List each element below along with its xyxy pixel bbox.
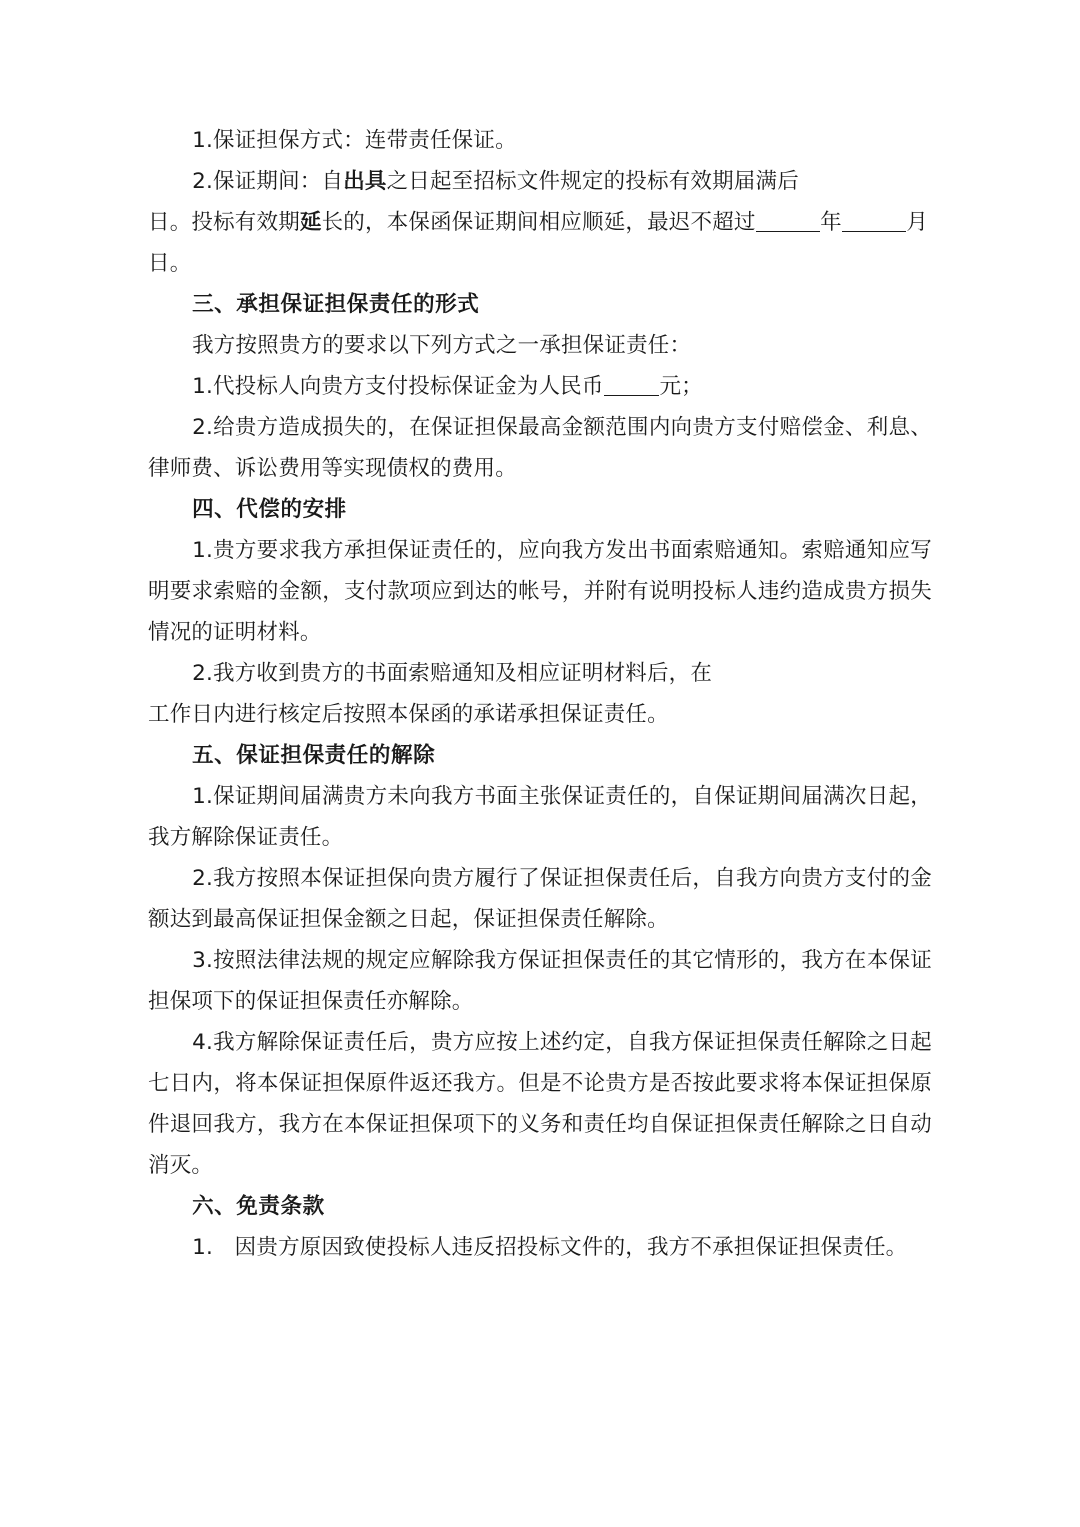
section-3-item-1-lead: 1.代投标人向贵方支付投标保证金为人民币 (192, 374, 604, 399)
clause-2-item-2-bold: 出具 (343, 169, 387, 194)
section-3-intro: 我方按照贵方的要求以下列方式之一承担保证责任： (192, 333, 692, 358)
section-5-item-3: 3.按照法律法规的规定应解除我方保证担保责任的其它情形的，我方在本保证担保项下的保证担保责任亦解除。 (148, 948, 932, 1014)
section-heading-3: 三、承担保证担保责任的形式 (192, 292, 480, 317)
section-3-item-2: 2.给贵方造成损失的，在保证担保最高金额范围内向贵方支付赔偿金、利息、律师费、诉讼费用等实现债权的费用。 (148, 415, 932, 481)
section-4-item-2-line1 (148, 653, 932, 694)
clause-2-item-1: 1.保证担保方式：连带责任保证。 (192, 128, 517, 153)
clause-2-line2-tail: 长的，本保函保证期间相应顺延，最迟不超过 (321, 210, 756, 235)
clause-2-line2-bold: 延 (299, 210, 322, 235)
document-body (148, 120, 932, 1268)
blank-month-field[interactable] (842, 231, 907, 232)
section-5-item-4: 4.我方解除保证责任后，贵方应按上述约定，自我方保证担保责任解除之日起七日内，将本保证担保原件返还我方。但是不论贵方是否按此要求将本保证担保原件退回我方，我方在本保证担保项下的义务和责任均自保证担保责任解除之日自动消灭。 (148, 1030, 932, 1178)
section-heading-6: 六、免责条款 (192, 1194, 325, 1219)
clause-2-item-2-tail: 之日起至招标文件规定的投标有效期届满后 (386, 169, 799, 194)
section-5-item-2: 2.我方按照本保证担保向贵方履行了保证担保责任后，自我方向贵方支付的金额达到最高保证担保金额之日起，保证担保责任解除。 (148, 866, 932, 932)
section-3-item-1-tail: 元； (659, 374, 703, 399)
blank-year-field[interactable] (756, 231, 821, 232)
section-heading-4: 四、代偿的安排 (192, 497, 347, 522)
section-4-item-1: 1.贵方要求我方承担保证责任的，应向我方发出书面索赔通知。索赔通知应写明要求索赔的金额，支付款项应到达的帐号，并附有说明投标人违约造成贵方损失情况的证明材料。 (148, 538, 932, 645)
clause-2-item-2-line3: 日。 (148, 251, 192, 276)
clause-2-item-2 (148, 161, 932, 202)
section-4-item-2-lead: 2.我方收到贵方的书面索赔通知及相应证明材料后，在 (192, 661, 713, 686)
year-label: 年 (820, 210, 842, 235)
clause-2-line2-lead: 日。投标有效期 (148, 210, 300, 235)
section-5-item-1: 1.保证期间届满贵方未向我方书面主张保证责任的，自保证期间届满次日起，我方解除保证责任。 (148, 784, 932, 850)
month-label: 月 (906, 210, 929, 235)
section-4-item-2-line2: 工作日内进行核定后按照本保函的承诺承担保证责任。 (148, 702, 669, 727)
section-3-item-1 (148, 366, 932, 407)
section-heading-5: 五、保证担保责任的解除 (192, 743, 436, 768)
clause-2-item-2-lead: 2.保证期间：自 (192, 169, 344, 194)
section-6-item-1: 1. 因贵方原因致使投标人违反招投标文件的，我方不承担保证担保责任。 (192, 1235, 908, 1260)
blank-amount-field[interactable] (604, 395, 660, 396)
clause-2-item-2-line2 (148, 202, 932, 243)
